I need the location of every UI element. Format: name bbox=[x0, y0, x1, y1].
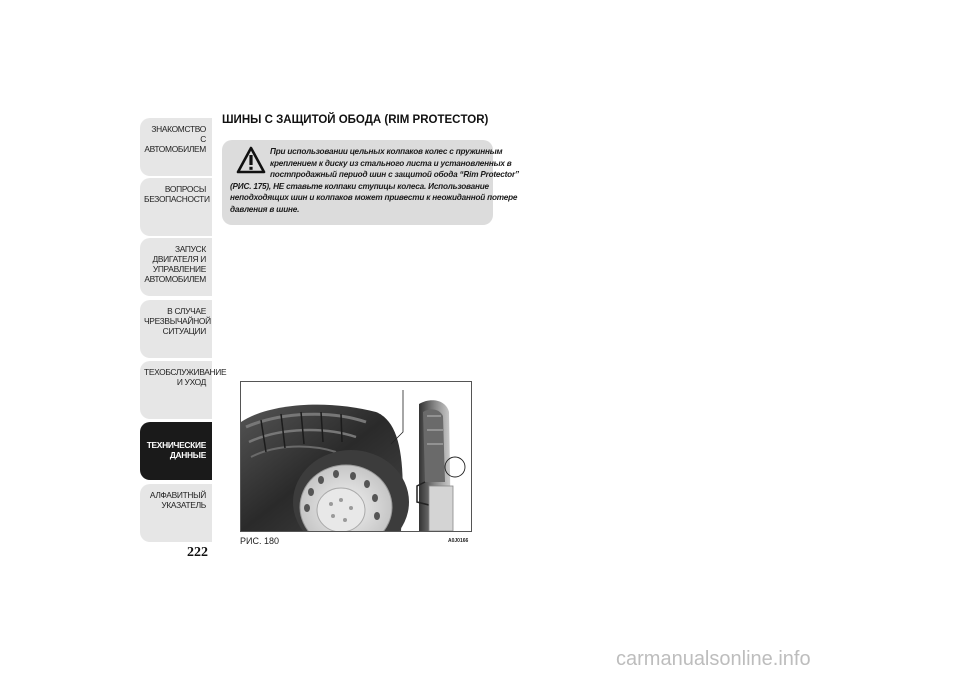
warning-line: постпродажный период шин с защитой обода “Rim Protector” bbox=[270, 170, 519, 179]
warning-line: креплением к диску из стального листа и установленных в bbox=[270, 158, 512, 168]
tab-starting-driving[interactable] bbox=[140, 238, 212, 296]
tire-illustration bbox=[241, 382, 471, 531]
tab-safety[interactable] bbox=[140, 178, 212, 236]
tab-emergency[interactable] bbox=[140, 300, 212, 358]
tab-label: В СЛУЧАЕ ЧРЕЗВЫЧАЙНОЙ СИТУАЦИИ bbox=[144, 306, 211, 336]
warning-line: давления в шине. bbox=[230, 204, 300, 214]
tab-label: ВОПРОСЫ БЕЗОПАСНОСТИ bbox=[144, 184, 210, 204]
tab-intro[interactable] bbox=[140, 118, 212, 176]
warning-line: неподходящих шин и колпаков может привести к неожиданной потере bbox=[230, 193, 518, 202]
tab-label: ЗАПУСК ДВИГАТЕЛЯ И УПРАВЛЕНИЕ АВТОМОБИЛЕМ bbox=[144, 244, 206, 284]
tab-technical-data[interactable] bbox=[140, 422, 212, 480]
tab-label: ТЕХОБСЛУЖИВАНИЕ И УХОД bbox=[144, 367, 227, 387]
warning-box bbox=[222, 140, 519, 225]
figure-code: A0J0166 bbox=[448, 538, 469, 544]
warning-text bbox=[230, 146, 519, 215]
tab-label: ТЕХНИЧЕСКИЕ ДАННЫЕ bbox=[146, 440, 206, 460]
warning-line: При использовании цельных колпаков колес с пружинным bbox=[270, 147, 503, 156]
tire-figure bbox=[240, 381, 472, 532]
figure-caption: РИС. 180 bbox=[240, 536, 279, 546]
tab-label: АЛФАВИТНЫЙ УКАЗАТЕЛЬ bbox=[149, 490, 206, 510]
tab-maintenance[interactable] bbox=[140, 361, 227, 419]
tab-label: ЗНАКОМСТВО С АВТОМОБИЛЕМ bbox=[144, 124, 206, 154]
page-number: 222 bbox=[187, 545, 208, 560]
section-title: ШИНЫ С ЗАЩИТОЙ ОБОДА (RIM PROTECTOR) bbox=[222, 114, 489, 126]
tab-index[interactable] bbox=[140, 484, 212, 542]
watermark: carmanualsonline.info bbox=[616, 648, 811, 670]
warning-line: (РИС. 175), НЕ ставьте колпаки ступицы колеса. Использование bbox=[230, 181, 489, 191]
